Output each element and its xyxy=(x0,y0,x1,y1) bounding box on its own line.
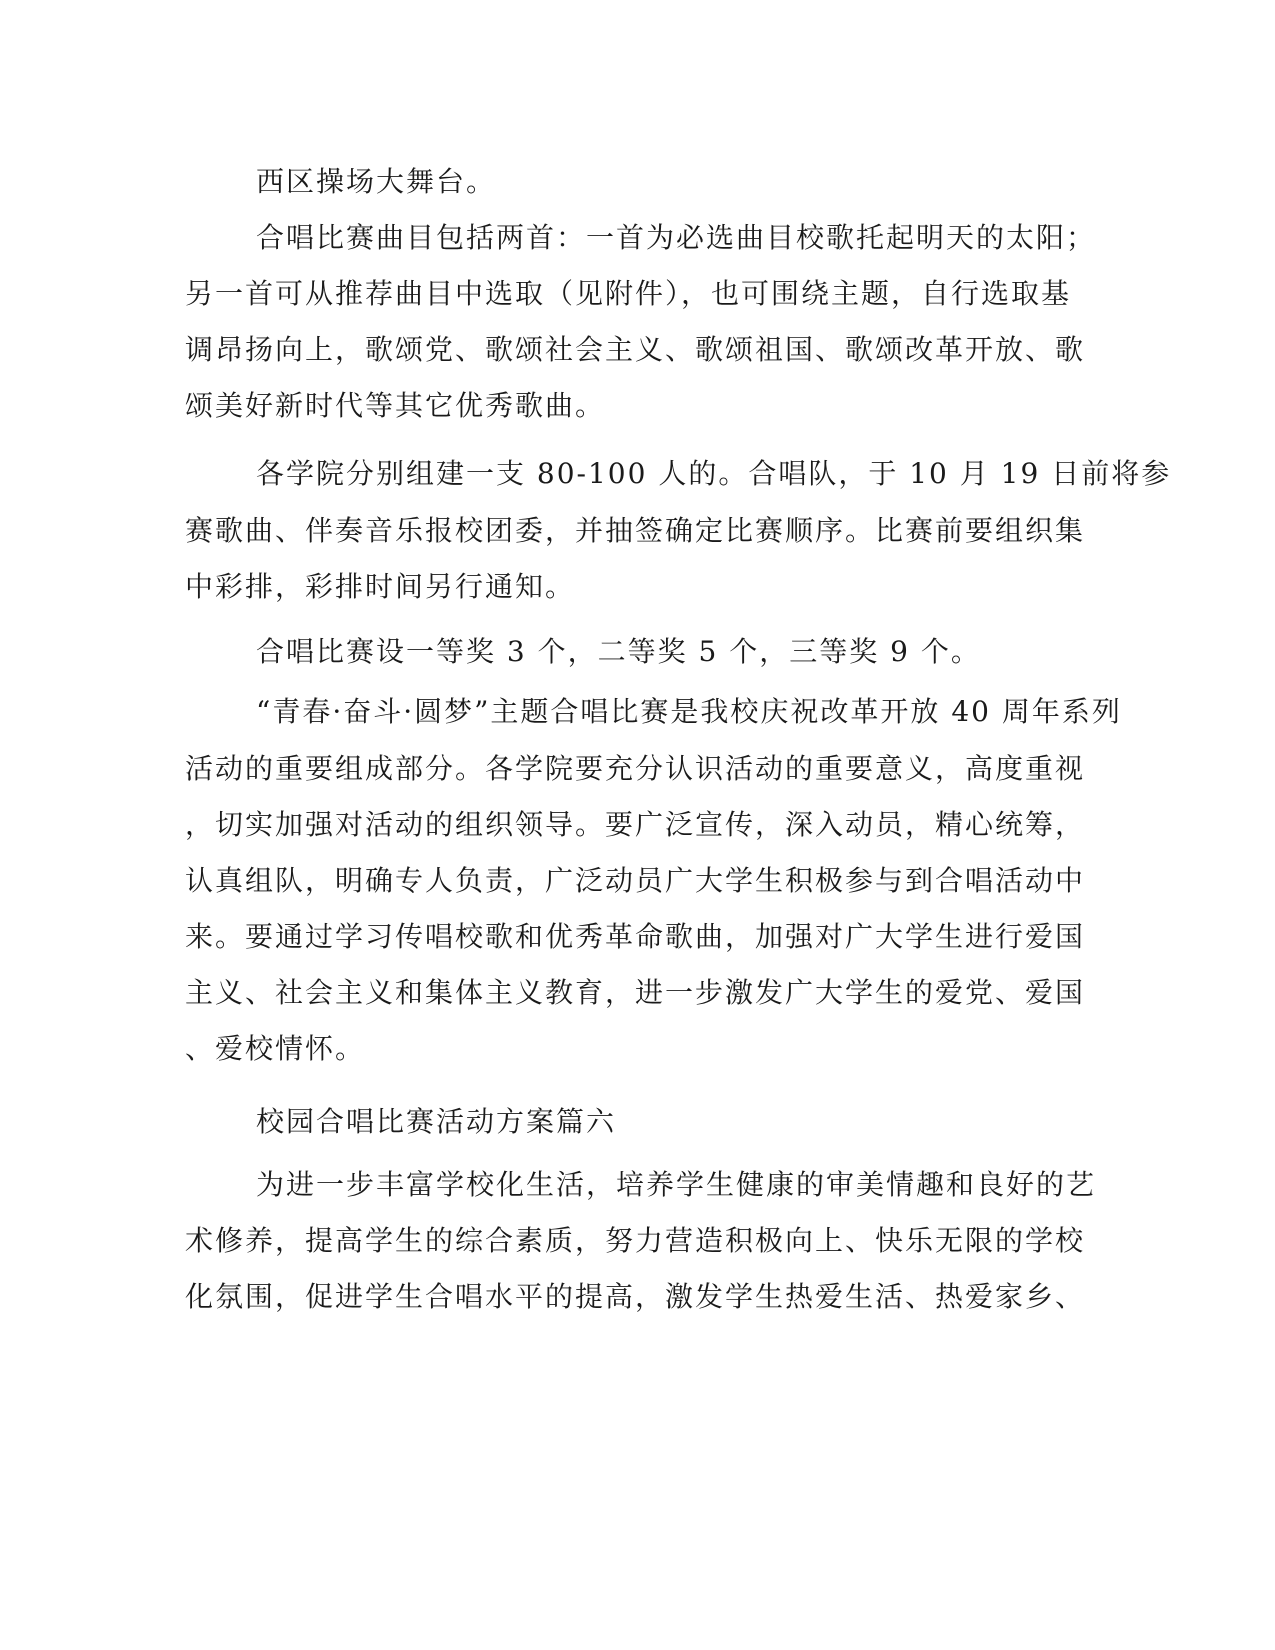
paragraph-line: 颂美好新时代等其它优秀歌曲。 xyxy=(185,389,606,422)
paragraph-line: 活动的重要组成部分。各学院要充分认识活动的重要意义，高度重视 xyxy=(185,752,1086,785)
paragraph-line: 合唱比赛曲目包括两首：一首为必选曲目校歌托起明天的太阳； xyxy=(256,221,1097,254)
paragraph-line: 、爱校情怀。 xyxy=(185,1032,366,1065)
paragraph-line: 来。要通过学习传唱校歌和优秀革命歌曲，加强对广大学生进行爱国 xyxy=(185,920,1086,953)
paragraph-line: 术修养，提高学生的综合素质，努力营造积极向上、快乐无限的学校 xyxy=(185,1224,1086,1257)
section-heading: 校园合唱比赛活动方案篇六 xyxy=(256,1105,617,1138)
paragraph-line: 认真组队，明确专人负责，广泛动员广大学生积极参与到合唱活动中 xyxy=(185,864,1086,897)
paragraph-line: 西区操场大舞台。 xyxy=(256,165,497,198)
paragraph-line: 各学院分别组建一支 80-100 人的。合唱队，于 10 月 19 日前将参 xyxy=(256,457,1172,490)
paragraph-line: 合唱比赛设一等奖 3 个，二等奖 5 个，三等奖 9 个。 xyxy=(256,635,981,668)
paragraph-line: 化氛围，促进学生合唱水平的提高，激发学生热爱生活、热爱家乡、 xyxy=(185,1280,1086,1313)
paragraph-line: 主义、社会主义和集体主义教育，进一步激发广大学生的爱党、爱国 xyxy=(185,976,1086,1009)
paragraph-line: 赛歌曲、伴奏音乐报校团委，并抽签确定比赛顺序。比赛前要组织集 xyxy=(185,514,1086,547)
paragraph-line: “青春·奋斗·圆梦”主题合唱比赛是我校庆祝改革开放 40 周年系列 xyxy=(256,695,1122,728)
paragraph-line: ，切实加强对活动的组织领导。要广泛宣传，深入动员，精心统筹， xyxy=(185,808,1086,841)
paragraph-line: 为进一步丰富学校化生活，培养学生健康的审美情趣和良好的艺 xyxy=(256,1168,1097,1201)
paragraph-line: 中彩排，彩排时间另行通知。 xyxy=(185,570,576,603)
paragraph-line: 调昂扬向上，歌颂党、歌颂社会主义、歌颂祖国、歌颂改革开放、歌 xyxy=(185,333,1086,366)
paragraph-line: 另一首可从推荐曲目中选取（见附件），也可围绕主题，自行选取基 xyxy=(185,277,1072,310)
